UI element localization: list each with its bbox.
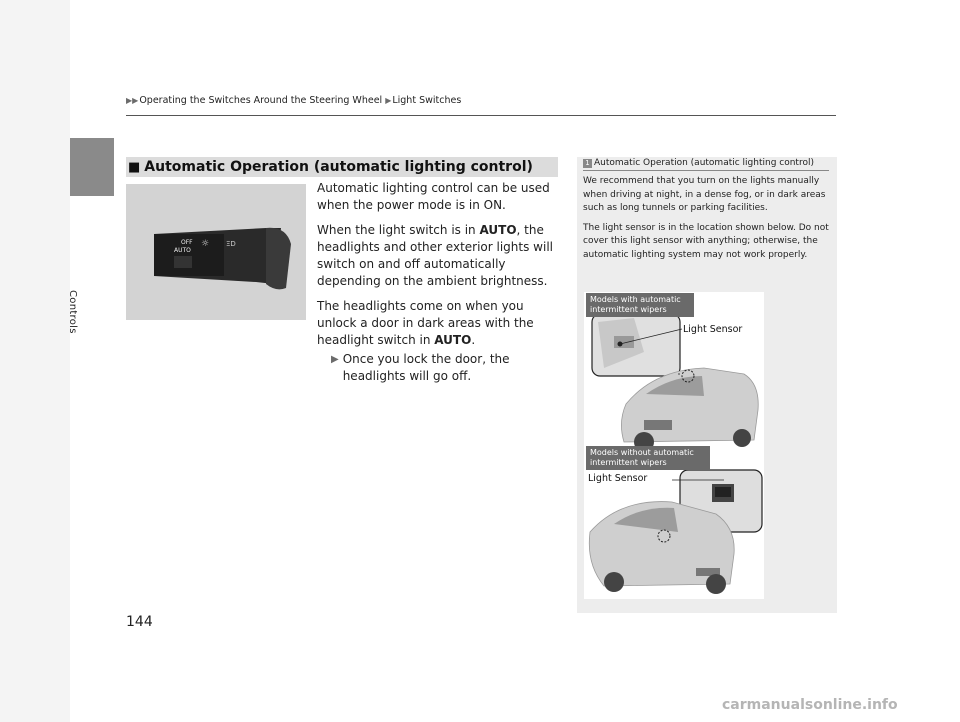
note-paragraph: We recommend that you turn on the lights manually when driving at night, in a dense fog, or in dark areas such as long tunnels or parking facilities. (583, 176, 826, 213)
breadcrumb-arrow-icon: ▶▶ (126, 96, 139, 105)
sub-item-text: Once you lock the door, the headlights will go off. (342, 352, 510, 383)
side-tab-label: Controls (67, 290, 78, 334)
switch-position-auto: AUTO (434, 333, 472, 347)
breadcrumb-arrow-icon: ▶ (385, 96, 392, 105)
side-tab (0, 0, 70, 722)
note-number-badge: 1 (583, 159, 592, 168)
light-switch-stalk-icon (126, 184, 306, 320)
stalk-label-off: OFF (181, 239, 193, 246)
stalk-label-auto: AUTO (174, 247, 191, 254)
paragraph: Automatic lighting control can be used when the power mode is in ON. (317, 181, 550, 212)
svg-text:☼: ☼ (201, 239, 210, 249)
section-body (317, 180, 562, 385)
result-arrow-icon: ▶ (331, 354, 339, 365)
page-number: 144 (126, 614, 153, 630)
model-tag: Models without automatic intermittent wipers (586, 446, 710, 470)
square-bullet-icon: ■ (128, 159, 141, 175)
paragraph: When the light switch is in AUTO, the headlights and other exterior lights will switch on and off automatically depending on the ambient brightness. (317, 223, 553, 288)
note-title (583, 158, 814, 168)
model-tag: Models with automatic intermittent wipers (586, 293, 694, 317)
note-divider (583, 170, 829, 171)
breadcrumb (126, 95, 464, 106)
breadcrumb-item[interactable]: Light Switches (392, 95, 462, 106)
light-sensor-callout: Light Sensor (683, 324, 743, 335)
note-title-text[interactable]: Automatic Operation (automatic lighting control) (594, 158, 814, 168)
switch-position-auto: AUTO (479, 223, 517, 237)
side-tab-marker (70, 138, 114, 196)
sub-item (317, 351, 562, 385)
note-body (583, 175, 833, 268)
section-heading (126, 157, 558, 177)
paragraph: The headlights come on when you unlock a door in dark areas with the headlight switch in AUTO. (317, 299, 534, 347)
light-sensor-callout: Light Sensor (588, 473, 648, 484)
breadcrumb-item[interactable]: Operating the Switches Around the Steering Wheel (139, 95, 383, 106)
light-switch-photo (126, 184, 306, 320)
header-divider (126, 115, 836, 116)
watermark: carmanualsonline.info (722, 697, 898, 713)
svg-text:ΞD: ΞD (226, 240, 236, 248)
section-heading-text: Automatic Operation (automatic lighting control) (144, 159, 533, 175)
note-paragraph: The light sensor is in the location shown below. Do not cover this light sensor with anything; otherwise, the automatic lighting system may not work properly. (583, 222, 829, 260)
